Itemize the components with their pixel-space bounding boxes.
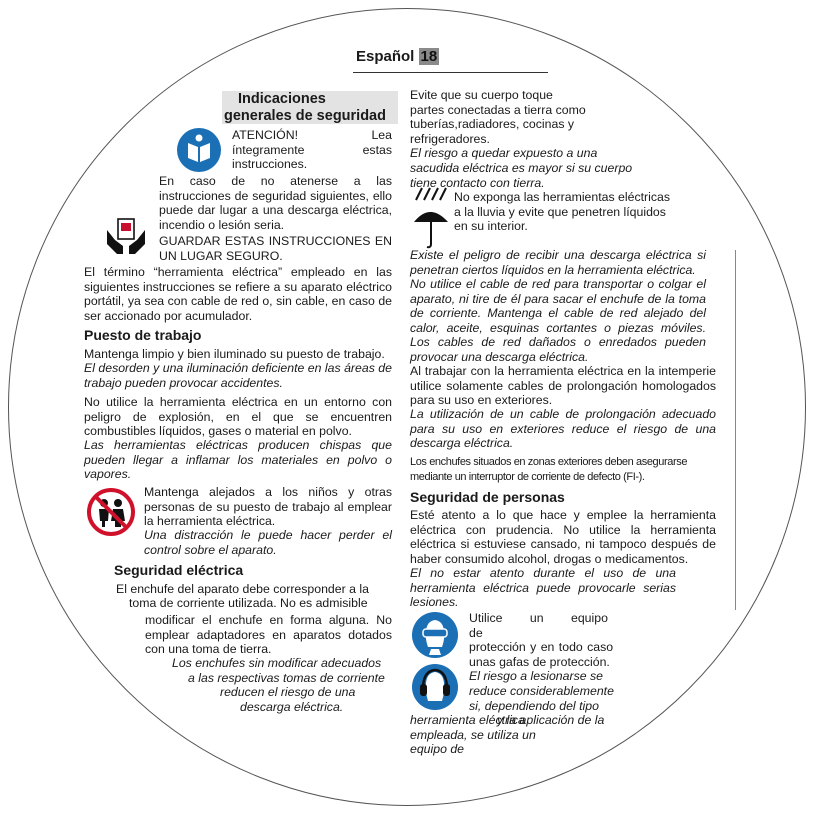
- page-number: 18: [420, 48, 438, 65]
- electric-italic-line: a las respectivas tomas de corriente: [188, 670, 385, 685]
- safety-goggles-icon: [411, 611, 459, 659]
- workplace-text-2: No utilice la herramienta eléctrica en un entorno con peligro de explosión, en el que se encuentren combustibles líquidos, gases o material en polvo.: [84, 395, 392, 439]
- outdoor-italic: La utilización de un cable de prolongación adecuado para su uso en exteriores reduce el riesgo de una descarga eléctrica.: [410, 407, 716, 451]
- outdoor-text: Al trabajar con la herramienta eléctrica en la intemperie utilice solamente cables de prolongación homologados para su uso en exteriores.: [410, 364, 716, 408]
- keep-instructions-text: GUARDAR ESTAS INSTRUCCIONES EN UN LUGAR SEGURO.: [159, 234, 392, 263]
- cable-italic: No utilice el cable de red para transportar o colgar el aparato, ni tire de él para sacar el enchufe de la toma de corriente. Mantenga el cable de red alejado del calor, aceite, esquinas cortantes o piezas móviles. Los cables de red dañados o enredados pueden provocar una descarga eléctrica.: [410, 277, 706, 364]
- children-text: Mantenga alejados a los niños y otras personas de su puesto de trabajo al emplear la herramienta eléctrica.: [144, 485, 392, 529]
- keep-instructions-icon: [103, 216, 149, 258]
- attention-word: íntegramente: [232, 142, 305, 157]
- rain-block: [454, 190, 694, 234]
- attention-word: Lea: [371, 128, 392, 142]
- children-italic: Una distracción le puede hacer perder el control sobre el aparato.: [144, 528, 392, 557]
- page-header: [356, 50, 439, 65]
- ground-line: refrigeradores.: [410, 131, 490, 146]
- keep-children-away-icon: [86, 487, 136, 537]
- header-rule: [353, 72, 548, 73]
- attention-block: [232, 128, 392, 172]
- ppe-italic-line: equipo de: [410, 742, 465, 757]
- ground-block: [410, 88, 650, 190]
- ground-line: tuberías,radiadores, cocinas y: [410, 117, 575, 132]
- attention-word: instrucciones.: [232, 157, 308, 172]
- warning-paragraph: En caso de no atenerse a las instrucciones de seguridad siguientes, ello puede dar lugar a una descarga eléctrica, incendio o lesión seria.: [159, 174, 392, 232]
- ppe-italic-line: reduce considerablemente: [469, 683, 614, 698]
- ppe-line: protección y en todo caso: [469, 640, 614, 655]
- ppe-italic-tail: [410, 713, 610, 757]
- workplace-italic-1: El desorden y una iluminación deficiente en las áreas de trabajo pueden provocar accidentes.: [84, 361, 392, 390]
- electric-italic-block: [172, 656, 397, 714]
- box-title-line-1: Indicaciones: [238, 91, 326, 107]
- people-heading: Seguridad de personas: [410, 489, 565, 505]
- ground-italic-line: tiene contacto con tierra.: [410, 175, 545, 190]
- electric-line-2: toma de corriente utilizada. No es admisible: [129, 596, 368, 610]
- ground-italic-line: El riesgo a quedar expuesto a una: [410, 146, 598, 161]
- people-italic: El no estar atento durante el uso de una herramienta eléctrica puede provocarle serias lesiones.: [410, 566, 676, 610]
- electric-heading: Seguridad eléctrica: [114, 562, 244, 578]
- ppe-block: [469, 611, 635, 728]
- ground-line: partes conectadas a tierra como: [410, 102, 586, 117]
- term-definition: El término “herramienta eléctrica” empleado en las siguientes instrucciones se refiere a su aparato eléctrico portátil, ya sea con cable de red o, sin cable, en caso de ser accionado por acumulador.: [84, 265, 392, 323]
- electric-italic-line: descarga eléctrica.: [240, 699, 344, 714]
- ppe-italic-line: y la aplicación de la: [497, 713, 605, 728]
- electric-line-1: El enchufe del aparato debe corresponder a la: [116, 582, 369, 596]
- rain-line: a la lluvia y evite que penetren líquidos: [454, 204, 666, 219]
- ear-protection-icon: [411, 663, 459, 711]
- ppe-line: Utilice un equipo de: [469, 611, 608, 640]
- workplace-heading: Puesto de trabajo: [84, 327, 202, 343]
- rain-italic: Existe el peligro de recibir una descarga eléctrica si penetran ciertos líquidos en la herramienta eléctrica.: [410, 248, 706, 277]
- rain-line: No exponga las herramientas eléctricas: [454, 190, 670, 204]
- ppe-italic-line: herramienta eléctrica: [410, 713, 525, 727]
- attention-label: ATENCIÓN!: [232, 128, 299, 142]
- ppe-line-1: [469, 611, 635, 640]
- workplace-text-1: Mantenga limpio y bien iluminado su puesto de trabajo.: [84, 347, 385, 361]
- electric-italic-line: reducen el riesgo de una: [220, 685, 356, 700]
- ppe-italic-line: si, dependiendo del tipo: [469, 698, 599, 713]
- rain-umbrella-icon: [410, 186, 454, 250]
- electric-text-3: modificar el enchufe en forma alguna. No emplear adaptadores en aparatos dotados con una toma de tierra.: [145, 613, 392, 657]
- fi-switch-text: Los enchufes situados en zonas exteriores deben asegurarse mediante un interruptor de corriente de defecto (FI-).: [410, 456, 688, 483]
- ppe-line: unas gafas de protección.: [469, 654, 610, 669]
- box-title-line-2: generales de seguridad: [224, 108, 386, 124]
- ground-italic-line: sacudida eléctrica es mayor si su cuerpo: [410, 160, 633, 175]
- general-safety-title-box: [222, 91, 398, 124]
- people-text: Esté atento a lo que hace y emplee la herramienta eléctrica con prudencia. No utilice la herramienta eléctrica si estuviese cansado, ni tampoco después de haber consumido alcohol, drogas o medicamentos.: [410, 508, 716, 566]
- language-label: Español: [356, 48, 415, 65]
- workplace-italic-2: Las herramientas eléctricas producen chispas que pueden llegar a inflamar los materiales en polvo o vapores.: [84, 438, 392, 482]
- right-margin-line: [735, 250, 736, 610]
- electric-italic-line: Los enchufes sin modificar adecuados: [172, 656, 382, 670]
- read-manual-icon: [176, 127, 222, 173]
- rain-line: en su interior.: [454, 219, 528, 234]
- ppe-italic-line: empleada, se utiliza un: [410, 727, 536, 742]
- attention-word: estas: [362, 142, 392, 157]
- ground-line: Evite que su cuerpo toque: [410, 88, 553, 102]
- ppe-italic-line: El riesgo a lesionarse se: [469, 669, 603, 684]
